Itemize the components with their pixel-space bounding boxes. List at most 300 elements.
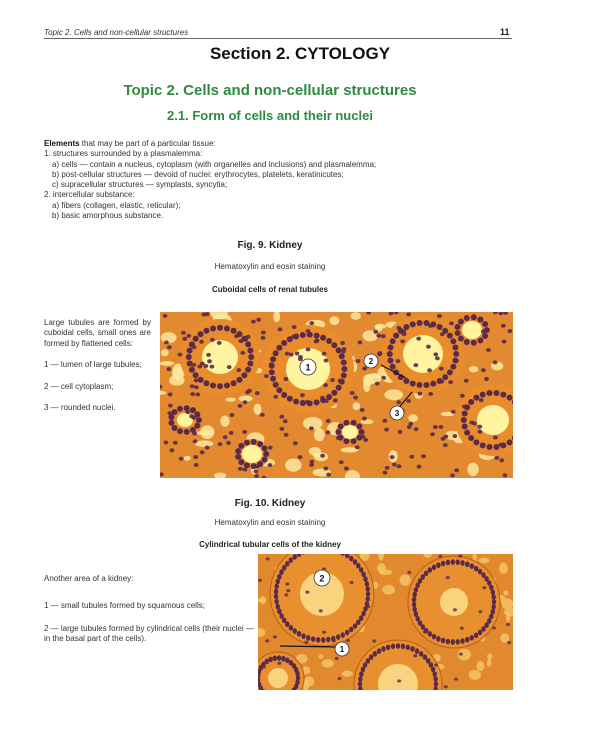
fig9-tubule-nucleus — [343, 420, 349, 426]
fig9-tubule-lumen — [202, 340, 238, 374]
fig9-nucleus — [385, 466, 390, 470]
fig9-nucleus — [306, 329, 311, 333]
fig10-nucleus — [438, 555, 442, 558]
fig10-basal-nucleus — [349, 556, 353, 562]
fig9-nucleus — [426, 345, 431, 349]
fig10-basal-nucleus — [265, 659, 269, 665]
fig10-basal-nucleus — [293, 554, 297, 560]
fig9-tubule-nucleus — [293, 399, 299, 405]
fig9-tubule-nucleus — [473, 395, 479, 401]
elements-intro-bold: Elements — [44, 139, 80, 148]
fig10-basal-nucleus — [386, 644, 390, 650]
fig9-tubule-nucleus — [238, 443, 244, 449]
fig10-basal-nucleus — [366, 596, 370, 602]
fig10-description-intro: Another area of a kidney: — [44, 574, 134, 583]
fig9-tubule-nucleus — [351, 438, 357, 444]
fig9-tubule-nucleus — [193, 372, 199, 378]
fig9-nucleus — [501, 324, 506, 328]
fig9-nucleus — [464, 379, 469, 383]
fig9-interstitial-space — [361, 419, 374, 424]
fig9-nucleus — [478, 430, 483, 434]
fig9-tubule-nucleus — [336, 347, 342, 353]
fig10-basal-nucleus — [474, 566, 478, 572]
fig9-tubule-nucleus — [410, 321, 416, 327]
fig9-nucleus — [330, 378, 335, 382]
fig9-nucleus — [494, 456, 499, 460]
fig9-interstitial-space — [160, 361, 174, 366]
fig10-basal-nucleus — [301, 633, 305, 639]
fig10-basal-nucleus — [285, 561, 289, 567]
fig9-nucleus — [240, 351, 245, 355]
fig9-nucleus — [167, 345, 172, 349]
fig9-tubule-nucleus — [423, 382, 429, 388]
fig9-nucleus — [190, 392, 195, 396]
fig10-basal-nucleus — [481, 626, 485, 632]
fig10-basal-nucleus — [373, 651, 377, 657]
fig10-caption: Cylindrical tubular cells of the kidney — [199, 540, 341, 549]
fig10-label-2: 2 — [319, 573, 325, 584]
fig9-nucleus — [452, 434, 457, 438]
fig10-basal-nucleus — [433, 671, 437, 677]
fig10-nucleus — [322, 631, 326, 634]
fig9-nucleus — [433, 352, 438, 356]
fig9-tubule-nucleus — [462, 410, 468, 416]
fig9-nucleus — [336, 436, 341, 440]
fig9-nucleus — [192, 345, 197, 349]
fig9-tubule-nucleus — [196, 417, 202, 423]
fig9-tubule-nucleus — [231, 328, 237, 334]
fig9-tubule-nucleus — [247, 348, 253, 354]
fig9-nucleus — [293, 441, 298, 445]
fig9-nucleus — [206, 353, 211, 357]
fig10-basal-nucleus — [377, 648, 381, 654]
fig9-tubule-nucleus — [257, 441, 263, 447]
fig9-tubule-nucleus — [276, 387, 282, 393]
fig9-tubule-nucleus — [447, 333, 453, 339]
fig9-interstitial-space — [161, 332, 177, 343]
fig10-nucleus — [434, 663, 438, 666]
fig10-basal-nucleus — [321, 637, 325, 643]
fig9-nucleus — [309, 426, 314, 430]
fig10-interstitial-space — [377, 563, 386, 573]
fig10-basal-nucleus — [423, 654, 427, 660]
fig9-tubule-nucleus — [217, 383, 223, 389]
fig10-basal-nucleus — [276, 579, 280, 585]
fig9-tubule-nucleus — [461, 417, 467, 423]
fig9-tubule-nucleus — [235, 454, 241, 460]
fig9-nucleus — [493, 436, 498, 440]
fig9-nucleus — [398, 430, 403, 434]
fig9-nucleus — [195, 392, 200, 396]
fig9-interstitial-space — [384, 389, 403, 400]
fig10-tubule-lumen — [440, 588, 468, 616]
fig9-tubule-nucleus — [336, 385, 342, 391]
fig9-nucleus — [194, 463, 199, 467]
fig9-nucleus — [207, 359, 212, 363]
fig10-interstitial-space — [499, 563, 508, 574]
fig10-interstitial-space — [506, 611, 510, 622]
elements-line: c) supracellular structures — symplasts, syncytia; — [52, 180, 228, 190]
fig10-basal-nucleus — [451, 639, 455, 645]
fig9-tubule-nucleus — [238, 459, 244, 465]
elements-line: b) post-cellular structures — devoid of nuclei: erythrocytes, platelets, keratinicutes; — [52, 169, 344, 179]
fig9-nucleus — [236, 368, 241, 372]
fig9-tubule-nucleus — [235, 448, 241, 454]
fig9-tubule-nucleus — [343, 438, 349, 444]
fig10-basal-nucleus — [412, 602, 416, 608]
fig10-basal-nucleus — [474, 633, 478, 639]
fig10-basal-nucleus — [432, 565, 436, 571]
fig9-tubule-nucleus — [320, 335, 326, 341]
fig9-nucleus — [454, 326, 459, 330]
fig10-basal-nucleus — [432, 634, 436, 640]
fig10-basal-nucleus — [281, 656, 285, 662]
fig9-tubule-nucleus — [287, 396, 293, 402]
fig10-nucleus — [507, 641, 511, 644]
fig9-nucleus — [381, 334, 386, 338]
fig9-interstitial-space — [184, 456, 191, 461]
fig10-basal-nucleus — [306, 635, 310, 641]
fig10-basal-nucleus — [274, 594, 278, 600]
fig9-nucleus — [181, 331, 186, 335]
fig10-title: Fig. 10. Kidney — [234, 498, 306, 509]
fig9-nucleus — [260, 413, 265, 417]
fig9-nucleus — [283, 419, 288, 423]
fig9-nucleus — [255, 464, 260, 468]
fig9-nucleus — [326, 419, 331, 423]
fig9-nucleus — [278, 327, 283, 331]
fig10-basal-nucleus — [326, 637, 330, 643]
fig9-nucleus — [269, 362, 274, 366]
fig10-description-item: 2 — large tubules formed by cylindrical cells (their nuclei — in the basal part of the cells). — [44, 623, 254, 644]
elements-lines — [44, 149, 524, 221]
fig9-tubule-nucleus — [210, 382, 216, 388]
fig9-tubule-nucleus — [458, 335, 464, 341]
fig10-nucleus — [506, 623, 510, 626]
fig10-nucleus — [266, 557, 270, 560]
elements-list — [44, 139, 524, 221]
fig9-tubule-nucleus — [388, 345, 394, 351]
fig9-nucleus — [202, 313, 207, 317]
fig9-tubule-nucleus — [203, 380, 209, 386]
fig9-nucleus — [384, 428, 389, 432]
fig9-nucleus — [440, 332, 445, 336]
fig9-nucleus — [383, 471, 388, 475]
fig10-interstitial-space — [479, 558, 490, 564]
fig10-interstitial-space — [500, 633, 509, 643]
fig9-nucleus — [251, 320, 256, 324]
fig10-basal-nucleus — [277, 609, 281, 615]
elements-line: 2. intercellular substance: — [44, 190, 135, 200]
fig10-basal-nucleus — [412, 607, 416, 613]
fig10-basal-nucleus — [353, 623, 357, 629]
fig9-nucleus — [254, 474, 259, 478]
fig9-tubule-nucleus — [390, 364, 396, 370]
fig9-nucleus — [210, 365, 215, 369]
fig9-tubule-nucleus — [187, 348, 193, 354]
fig9-nucleus — [435, 356, 440, 360]
fig9-tubule-nucleus — [393, 333, 399, 339]
fig10-interstitial-space — [400, 574, 411, 585]
fig9-interstitial-space — [285, 459, 302, 472]
fig9-tubule-nucleus — [248, 354, 254, 360]
fig9-tubule-nucleus — [482, 321, 488, 327]
fig9-nucleus — [326, 473, 331, 477]
fig9-nucleus — [460, 394, 465, 398]
fig9-nucleus — [342, 347, 347, 351]
fig9-tubule-nucleus — [270, 356, 276, 362]
fig9-nucleus — [417, 465, 422, 469]
fig9-nucleus — [356, 359, 361, 363]
fig10-nucleus — [273, 635, 277, 638]
fig9-tubule-nucleus — [231, 380, 237, 386]
fig9-nucleus — [300, 393, 305, 397]
fig10-basal-nucleus — [381, 646, 385, 652]
fig9-nucleus — [377, 352, 382, 356]
fig9-nucleus — [323, 383, 328, 387]
fig10-basal-nucleus — [465, 561, 469, 567]
fig9-nucleus — [375, 382, 380, 386]
fig9-nucleus — [283, 377, 288, 381]
fig9-nucleus — [205, 446, 210, 450]
fig10-basal-nucleus — [414, 611, 418, 617]
fig10-nucleus — [262, 665, 266, 668]
fig10-interstitial-space — [503, 590, 508, 595]
fig9-tubule-nucleus — [224, 326, 230, 332]
fig9-description-item: 1 — lumen of large tubules; — [44, 360, 142, 370]
fig9-nucleus — [170, 448, 175, 452]
fig9-nucleus — [428, 324, 433, 328]
fig9-nucleus — [413, 363, 418, 367]
fig9-nucleus — [454, 359, 459, 363]
fig9-interstitial-space — [408, 414, 418, 422]
fig10-basal-nucleus — [273, 655, 277, 661]
fig9-interstitial-space — [161, 349, 169, 356]
fig9-nucleus — [305, 400, 310, 404]
fig9-tubule-nucleus — [193, 336, 199, 342]
fig10-basal-nucleus — [478, 569, 482, 575]
fig10-basal-nucleus — [406, 644, 410, 650]
fig9-nucleus — [358, 340, 363, 344]
fig9-nucleus — [441, 437, 446, 441]
fig9-tubule-nucleus — [477, 338, 483, 344]
fig9-tubule-nucleus — [331, 342, 337, 348]
fig9-nucleus — [433, 425, 438, 429]
fig9-nucleus — [499, 458, 504, 462]
fig9-nucleus — [427, 368, 432, 372]
fig9-nucleus — [390, 455, 395, 459]
fig10-basal-nucleus — [446, 639, 450, 645]
fig10-basal-nucleus — [369, 654, 373, 660]
fig9-tubule-nucleus — [482, 333, 488, 339]
fig9-nucleus — [409, 455, 414, 459]
fig9-tubule-nucleus — [507, 439, 513, 445]
fig9-tubule-nucleus — [473, 439, 479, 445]
fig9-nucleus — [229, 431, 234, 435]
fig10-basal-nucleus — [396, 643, 400, 649]
fig9-nucleus — [182, 337, 187, 341]
fig9-interstitial-space — [254, 404, 262, 415]
fig9-tubule-nucleus — [331, 390, 337, 396]
fig9-tubule-nucleus — [241, 372, 247, 378]
fig9-tubule-nucleus — [217, 325, 223, 331]
fig9-label-1: 1 — [305, 362, 311, 373]
fig9-nucleus — [477, 425, 482, 429]
fig9-nucleus — [344, 467, 349, 471]
fig9-nucleus — [439, 425, 444, 429]
fig9-nucleus — [192, 431, 197, 435]
fig10-basal-nucleus — [465, 637, 469, 643]
fig9-tubule-nucleus — [251, 439, 257, 445]
fig10-basal-nucleus — [366, 658, 370, 664]
fig10-basal-nucleus — [415, 648, 419, 654]
fig9-nucleus — [503, 473, 508, 477]
fig9-nucleus — [190, 384, 195, 388]
fig10-basal-nucleus — [455, 639, 459, 645]
fig9-nucleus — [193, 439, 198, 443]
fig9-tubule-nucleus — [403, 378, 409, 384]
elements-line: a) cells — contain a nucleus, cytoplasm (with organelles and inclusions) and plasmalemma; — [52, 159, 377, 169]
fig9-nucleus — [449, 321, 454, 325]
fig9-nucleus — [396, 326, 401, 330]
fig10-nucleus — [346, 639, 350, 642]
fig10-basal-nucleus — [455, 559, 459, 565]
fig10-basal-nucleus — [419, 651, 423, 657]
fig9-nucleus — [493, 360, 498, 364]
fig9-label-2: 2 — [368, 357, 374, 366]
fig9-nucleus — [381, 376, 386, 380]
fig10-nucleus — [478, 610, 482, 613]
fig10-nucleus — [265, 639, 269, 642]
fig9-tubule-nucleus — [172, 409, 178, 415]
fig9-nucleus — [396, 400, 401, 404]
fig9-nucleus — [243, 400, 248, 404]
fig10-nucleus — [305, 590, 309, 593]
fig9-description-item: 3 — rounded nuclei. — [44, 403, 116, 413]
fig9-nucleus — [484, 377, 489, 381]
fig9-staining: Hematoxylin and eosin staining — [214, 262, 326, 271]
fig10-basal-nucleus — [433, 676, 437, 682]
fig9-title: Fig. 9. Kidney — [237, 240, 303, 251]
fig9-nucleus — [218, 442, 223, 446]
fig10-basal-nucleus — [282, 565, 286, 571]
fig10-basal-nucleus — [421, 574, 425, 580]
fig9-interstitial-space — [363, 378, 370, 392]
fig9-tubule-nucleus — [269, 369, 275, 375]
fig9-tubule-nucleus — [462, 424, 468, 430]
fig10-nucleus — [332, 639, 336, 642]
fig10-nucleus — [372, 639, 376, 642]
fig10-basal-nucleus — [412, 592, 416, 598]
fig10-basal-nucleus — [345, 630, 349, 636]
fig9-nucleus — [199, 340, 204, 344]
fig10-interstitial-space — [382, 585, 395, 595]
fig9-tubule-nucleus — [351, 420, 357, 426]
fig9-tubule-nucleus — [263, 451, 269, 457]
fig10-nucleus — [482, 586, 486, 589]
fig10-nucleus — [458, 555, 462, 558]
fig9-nucleus — [189, 369, 194, 373]
fig9-nucleus — [382, 419, 387, 423]
fig10-basal-nucleus — [365, 581, 369, 587]
fig9-nucleus — [450, 473, 455, 477]
fig9-tubule-nucleus — [403, 324, 409, 330]
fig9-interstitial-space — [314, 428, 325, 441]
fig9-interstitial-space — [220, 415, 229, 426]
fig9-nucleus — [462, 405, 467, 409]
fig10-basal-nucleus — [358, 676, 362, 682]
fig9-nucleus — [481, 368, 486, 372]
fig9-tubule-nucleus — [184, 429, 190, 435]
fig9-tubule-nucleus — [314, 333, 320, 339]
fig10-nucleus — [366, 605, 370, 608]
fig10-label-1: 1 — [339, 645, 345, 654]
fig9-nucleus — [166, 367, 171, 371]
fig9-nucleus — [210, 338, 215, 342]
fig9-nucleus — [469, 421, 474, 425]
fig10-nucleus — [413, 654, 417, 657]
fig10-basal-nucleus — [366, 591, 370, 597]
fig9-tubule-nucleus — [276, 345, 282, 351]
fig9-tubule-nucleus — [430, 381, 436, 387]
fig9-interstitial-space — [467, 463, 478, 476]
fig9-tubule-nucleus — [468, 399, 474, 405]
fig10-basal-nucleus — [460, 638, 464, 644]
fig9-tubule-nucleus — [452, 345, 458, 351]
section-title: Section 2. CYTOLOGY — [209, 44, 391, 63]
fig9-tubule-nucleus — [270, 376, 276, 382]
fig9-tubule-nucleus — [494, 390, 500, 396]
fig9-nucleus — [200, 450, 205, 454]
subtopic-title: 2.1. Form of cells and their nuclei — [167, 108, 373, 123]
fig10-basal-nucleus — [277, 655, 281, 661]
fig9-nucleus — [333, 398, 338, 402]
fig9-nucleus — [194, 378, 199, 382]
fig10-basal-nucleus — [410, 646, 414, 652]
fig9-description — [44, 318, 151, 424]
fig10-description — [44, 574, 254, 656]
fig9-nucleus — [323, 467, 328, 471]
fig9-tubule-nucleus — [442, 374, 448, 380]
fig9-nucleus — [406, 312, 411, 316]
fig9-tubule-nucleus — [359, 429, 365, 435]
fig9-tubule-nucleus — [450, 364, 456, 370]
fig10-tissue-image — [258, 554, 513, 690]
fig10-basal-nucleus — [289, 557, 293, 563]
fig10-basal-nucleus — [391, 644, 395, 650]
fig9-nucleus — [362, 366, 367, 370]
fig9-tissue-image — [160, 312, 513, 478]
fig9-tubule-nucleus — [464, 430, 470, 436]
fig9-tubule-nucleus — [494, 444, 500, 450]
fig9-nucleus — [392, 463, 397, 467]
fig9-nucleus — [234, 334, 239, 338]
fig9-tubule-nucleus — [262, 445, 268, 451]
fig9-nucleus — [361, 435, 366, 439]
fig9-nucleus — [292, 325, 297, 329]
fig9-nucleus — [443, 443, 448, 447]
fig9-nucleus — [320, 454, 325, 458]
fig9-tubule-nucleus — [341, 366, 347, 372]
fig9-tubule-nucleus — [507, 395, 513, 401]
fig9-nucleus — [164, 441, 169, 445]
fig10-basal-nucleus — [293, 628, 297, 634]
fig9-nucleus — [291, 335, 296, 339]
fig9-nucleus — [279, 415, 284, 419]
fig9-tubule-nucleus — [458, 319, 464, 325]
fig9-tubule-nucleus — [184, 405, 190, 411]
fig10-interstitial-space — [487, 653, 492, 659]
